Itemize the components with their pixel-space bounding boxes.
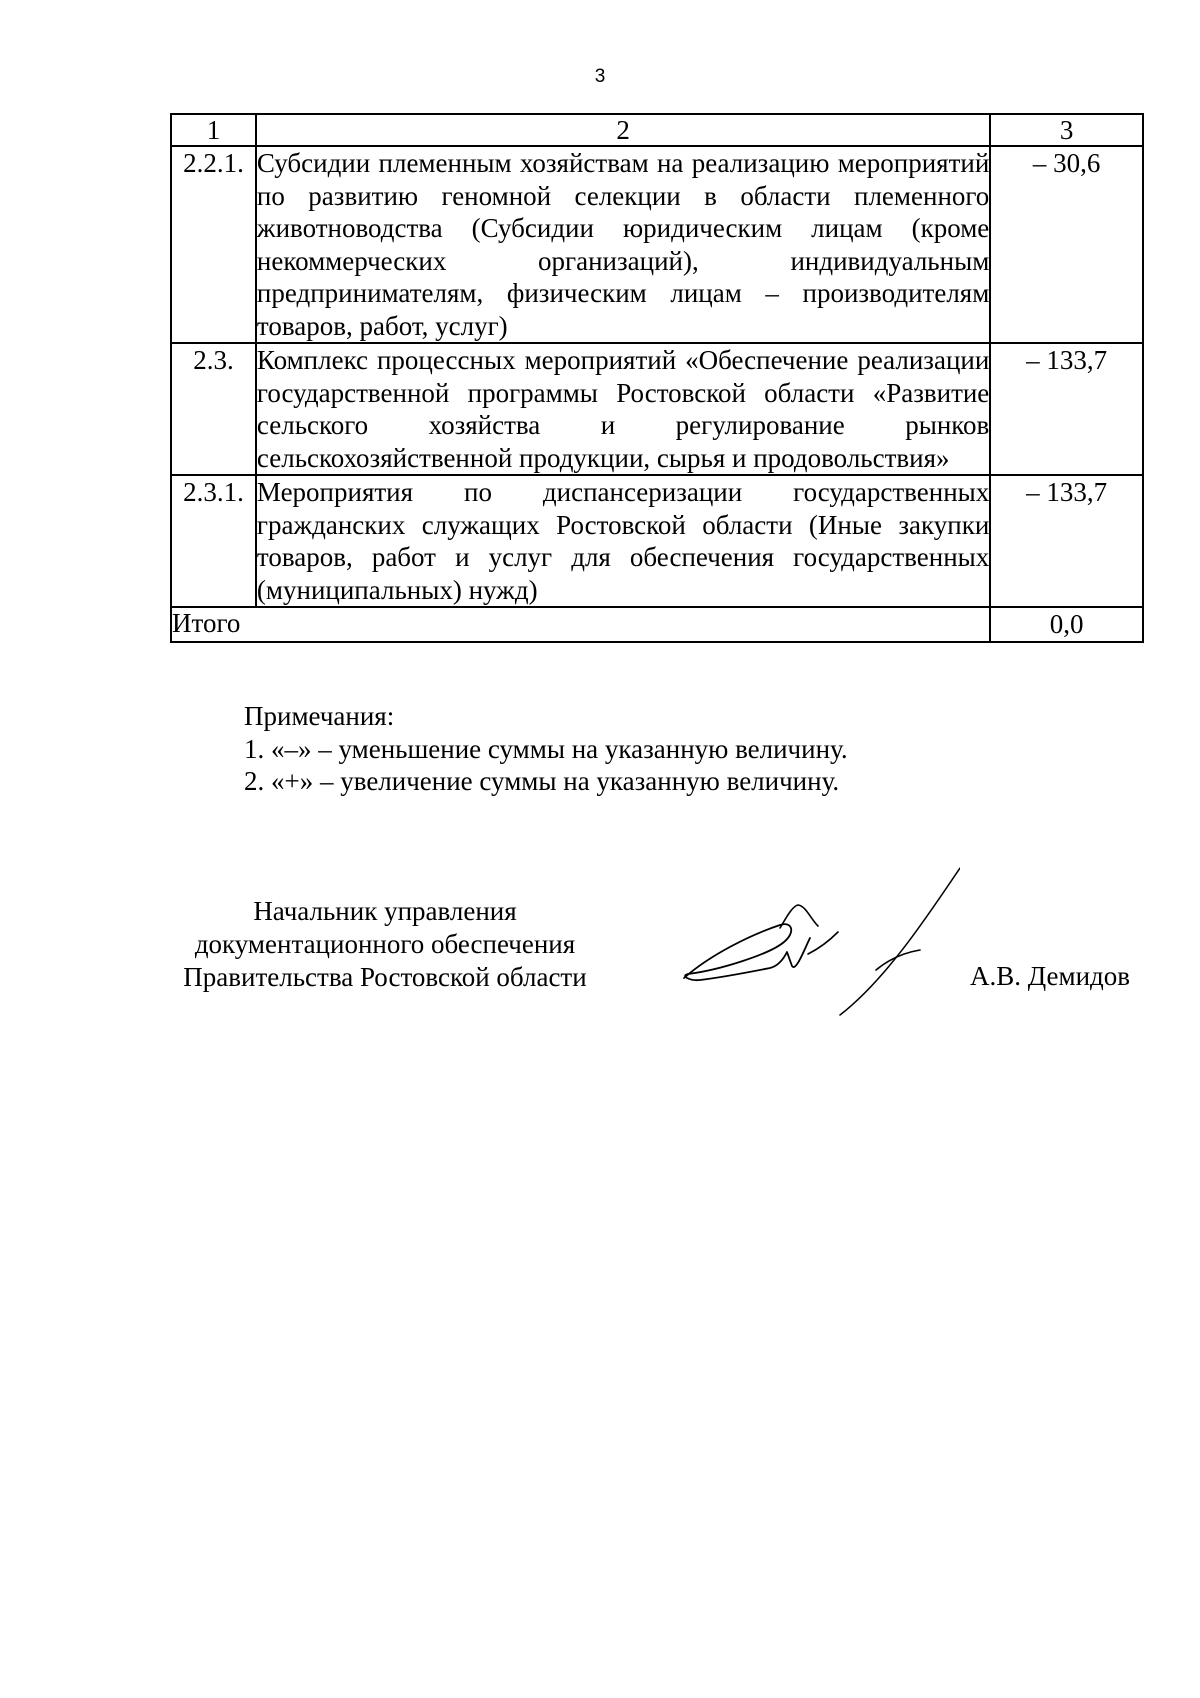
handwritten-signature-icon bbox=[680, 860, 960, 1020]
notes-section bbox=[244, 700, 848, 798]
note-item: 2. «+» – увеличение суммы на указанную величину. bbox=[244, 766, 840, 796]
signer-position-line: документационного обеспечения bbox=[194, 929, 576, 959]
row-description: Мероприятия по диспансеризации государственных гражданских служащих Ростовской области (Иные закупки товаров, работ и услуг для обеспечения государственных (муниципальных) нужд) bbox=[256, 475, 990, 607]
table-row bbox=[171, 475, 1143, 607]
row-description: Субсидии племенным хозяйствам на реализацию мероприятий по развитию геномной селекции в области племенного животноводства (Субсидии юридическим лицам (кроме некоммерческих организаций), индивидуальным предпринимателям, физическим лицам – производителям товаров, работ, услуг) bbox=[256, 146, 990, 343]
notes-title: Примечания: bbox=[244, 701, 395, 731]
page-number: 3 bbox=[594, 66, 606, 87]
note-item: 1. «–» – уменьшение суммы на указанную величину. bbox=[244, 733, 848, 764]
row-number: 2.3. bbox=[171, 343, 256, 475]
table-header-cell: 3 bbox=[990, 114, 1143, 146]
budget-table bbox=[170, 113, 1144, 643]
row-description: Комплекс процессных мероприятий «Обеспечение реализации государственной программы Ростовской области «Развитие сельского хозяйства и регулирование рынков сельскохозяйственной продукции, сырья и продовольствия» bbox=[256, 343, 990, 475]
row-value: – 30,6 bbox=[990, 146, 1143, 343]
signer-position-line: Правительства Ростовской области bbox=[183, 962, 587, 992]
total-row bbox=[171, 607, 1143, 642]
signer-name: А.В. Демидов bbox=[970, 961, 1131, 991]
table-header-cell: 2 bbox=[256, 114, 990, 146]
total-value: 0,0 bbox=[990, 607, 1143, 642]
row-value: – 133,7 bbox=[990, 475, 1143, 607]
signer-position-line: Начальник управления bbox=[253, 896, 517, 926]
row-number: 2.2.1. bbox=[171, 146, 256, 343]
signer-position bbox=[170, 895, 600, 994]
table-header-cell: 1 bbox=[171, 114, 256, 146]
total-label: Итого bbox=[171, 607, 990, 642]
table-row bbox=[171, 343, 1143, 475]
row-number: 2.3.1. bbox=[171, 475, 256, 607]
table-row bbox=[171, 146, 1143, 343]
row-value: – 133,7 bbox=[990, 343, 1143, 475]
table-header-row bbox=[171, 114, 1143, 146]
